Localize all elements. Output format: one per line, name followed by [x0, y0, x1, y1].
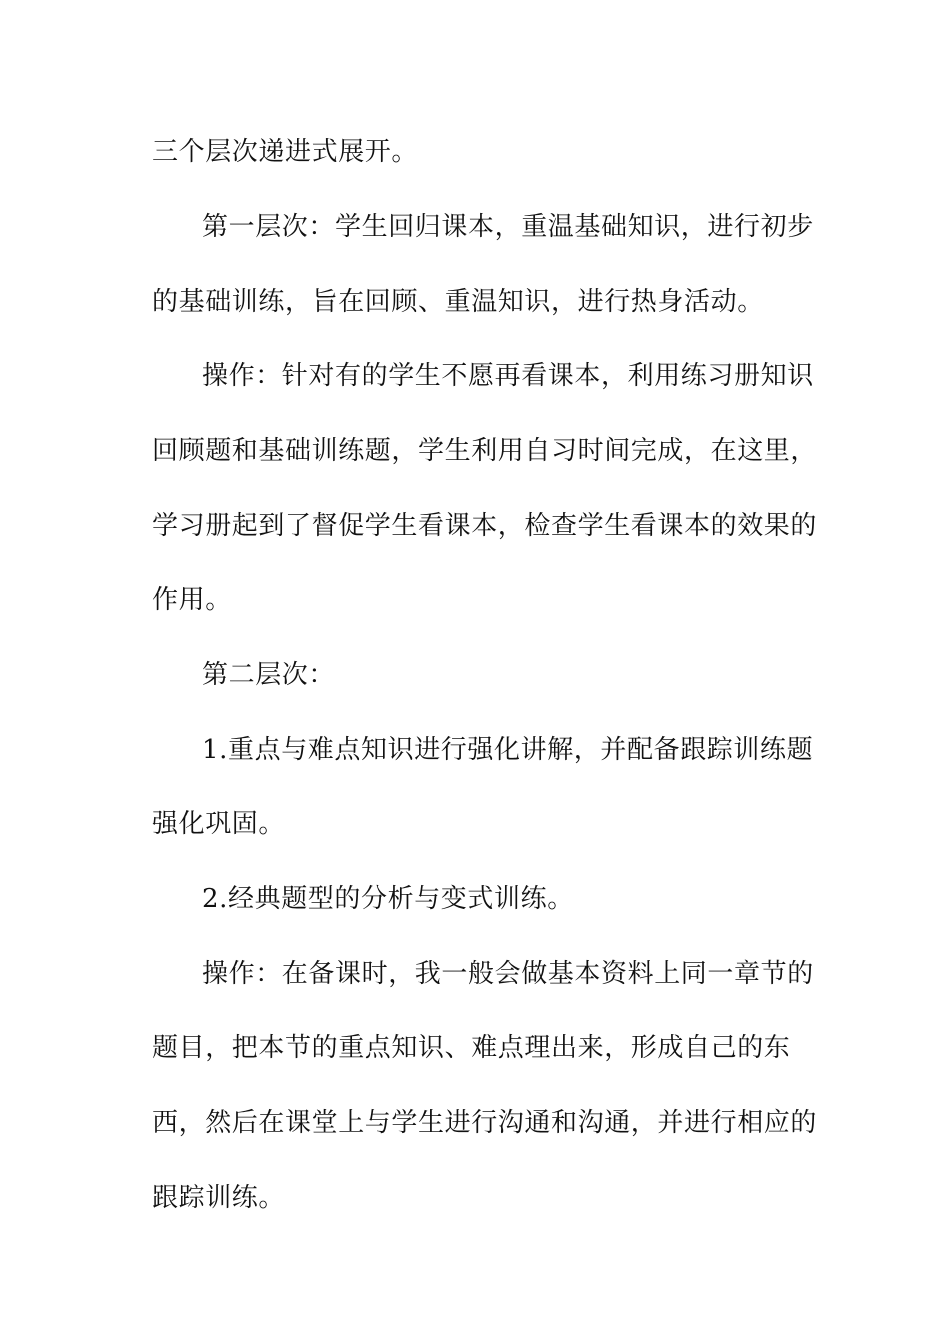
text-line: 操作：针对有的学生不愿再看课本，利用练习册知识: [202, 361, 814, 391]
text-line: 第二层次：: [202, 660, 336, 690]
text-line: 题目，把本节的重点知识、难点理出来，形成自己的东: [152, 1033, 791, 1063]
text-line: 2.经典题型的分析与变式训练。: [202, 884, 574, 914]
text-line: 操作：在备课时，我一般会做基本资料上同一章节的: [202, 959, 814, 989]
text-line: 跟踪训练。: [152, 1183, 286, 1213]
text-line: 强化巩固。: [152, 809, 286, 839]
text-line: 作用。: [152, 585, 232, 615]
text-line: 第一层次：学生回归课本，重温基础知识，进行初步: [202, 212, 814, 242]
text-line: 三个层次递进式展开。: [152, 137, 419, 167]
text-line: 西，然后在课堂上与学生进行沟通和沟通，并进行相应的: [152, 1108, 818, 1138]
text-line: 1.重点与难点知识进行强化讲解，并配备跟踪训练题: [202, 735, 814, 765]
text-line: 的基础训练，旨在回顾、重温知识，进行热身活动。: [152, 287, 764, 317]
text-line: 学习册起到了督促学生看课本，检查学生看课本的效果的: [152, 511, 818, 541]
text-line: 回顾题和基础训练题，学生利用自习时间完成，在这里，: [152, 436, 818, 466]
